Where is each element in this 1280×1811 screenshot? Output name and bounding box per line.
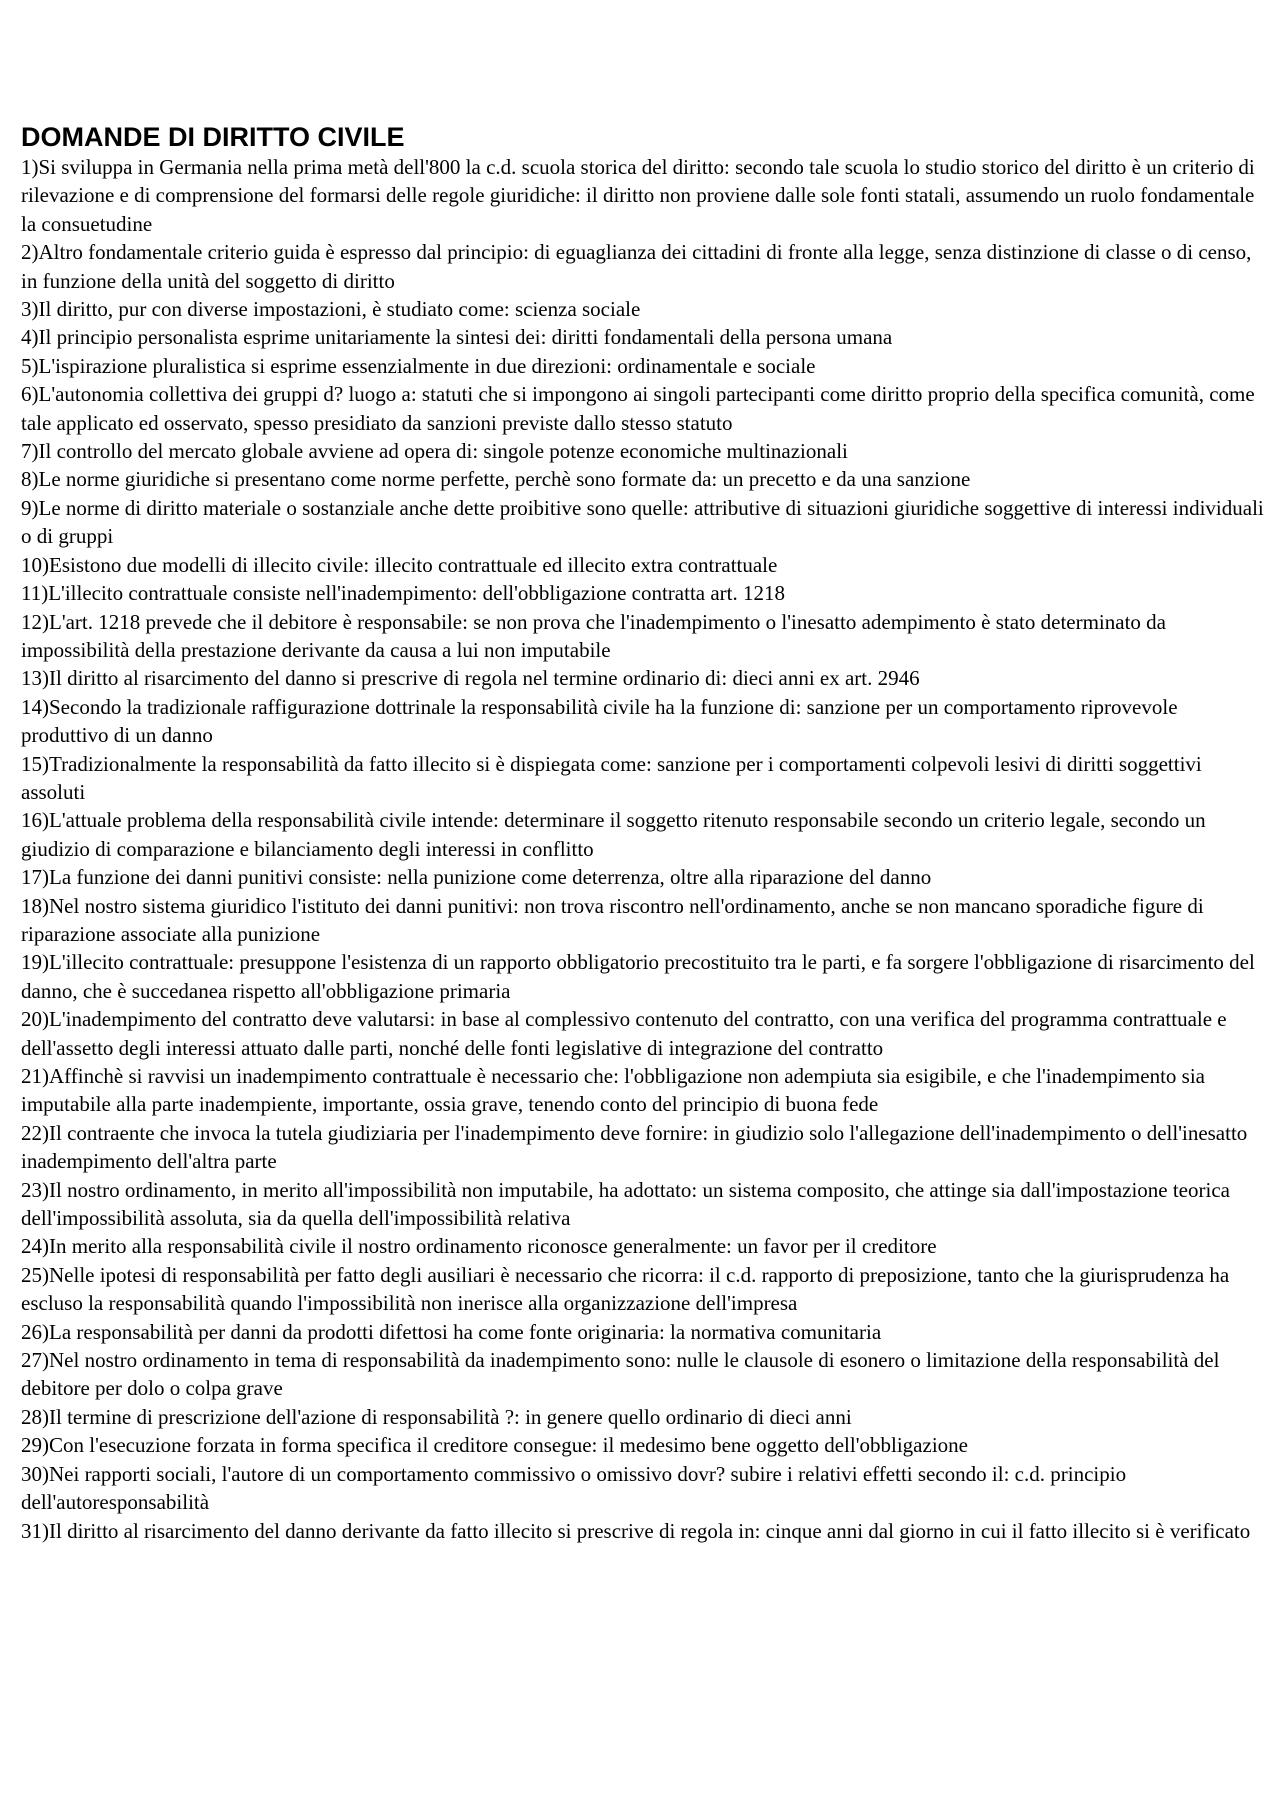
question-item-14: 14)Secondo la tradizionale raffigurazione dottrinale la responsabilità civile ha la funzione di: sanzione per un comportamento riprovevole produttivo di un danno [21,694,1178,748]
question-item-19: 19)L'illecito contrattuale: presuppone l'esistenza di un rapporto obbligatorio precostituito tra le parti, e fa sorgere l'obbligazione di risarcimento del danno, che è succedanea rispetto all'obbligazione primaria [21,950,1255,1003]
question-item-3: 3)Il diritto, pur con diverse impostazioni, è studiato come: scienza sociale [21,297,641,322]
question-item-26: 26)La responsabilità per danni da prodotti difettosi ha come fonte originaria: la normativa comunitaria [21,1319,882,1344]
question-item-5: 5)L'ispirazione pluralistica si esprime essenzialmente in due direzioni: ordinamentale e sociale [21,353,816,378]
question-list [21,153,1266,1545]
question-item-11: 11)L'illecito contrattuale consiste nell'inadempimento: dell'obbligazione contratta art. 1218 [21,581,785,606]
question-item-13: 13)Il diritto al risarcimento del danno si prescrive di regola nel termine ordinario di: dieci anni ex art. 2946 [21,666,920,691]
question-item-21: 21)Affinchè si ravvisi un inadempimento contrattuale è necessario che: l'obbligazione non adempiuta sia esigibile, e che l'inadempimento sia imputabile alla parte inadempiente, importante, ossia grave, tenendo conto del principio di buona fede [21,1064,1205,1117]
question-item-2: 2)Altro fondamentale criterio guida è espresso dal principio: di eguaglianza dei cittadini di fronte alla legge, senza distinzione di classe o di censo, in funzione della unità del soggetto di diritto [21,240,1252,293]
question-item-28: 28)Il termine di prescrizione dell'azione di responsabilità ?: in genere quello ordinario di dieci anni [21,1404,852,1429]
question-item-23: 23)Il nostro ordinamento, in merito all'impossibilità non imputabile, ha adottato: un sistema composito, che attinge sia dall'impostazione teorica dell'impossibilità assoluta, sia da quella dell'impossibilità relativa [21,1177,1230,1231]
question-item-15: 15)Tradizionalmente la responsabilità da fatto illecito si è dispiegata come: sanzione per i comportamenti colpevoli lesivi di diritti soggettivi assoluti [21,751,1202,804]
question-item-9: 9)Le norme di diritto materiale o sostanziale anche dette proibitive sono quelle: attributive di situazioni giuridiche soggettive di interessi individuali o di gruppi [21,495,1264,549]
document-title: DOMANDE DI DIRITTO CIVILE [21,122,405,152]
question-item-20: 20)L'inadempimento del contratto deve valutarsi: in base al complessivo contenuto del contratto, con una verifica del programma contrattuale e dell'assetto degli interessi attuato dalle parti, nonché delle fonti legislative di integrazione del contratto [21,1007,1227,1060]
question-item-27: 27)Nel nostro ordinamento in tema di responsabilità da inadempimento sono: nulle le clausole di esonero o limitazione della responsabilità del debitore per dolo o colpa grave [21,1348,1220,1401]
question-item-16: 16)L'attuale problema della responsabilità civile intende: determinare il soggetto ritenuto responsabile secondo un criterio legale, secondo un giudizio di comparazione e bilanciamento degli interessi in conflitto [21,808,1206,861]
question-item-24: 24)In merito alla responsabilità civile il nostro ordinamento riconosce generalmente: un favor per il creditore [21,1234,937,1259]
question-item-22: 22)Il contraente che invoca la tutela giudiziaria per l'inadempimento deve fornire: in giudizio solo l'allegazione dell'inadempimento o dell'inesatto inadempimento dell'altra parte [21,1120,1248,1174]
question-item-29: 29)Con l'esecuzione forzata in forma specifica il creditore consegue: il medesimo bene oggetto dell'obbligazione [21,1433,968,1458]
question-item-7: 7)Il controllo del mercato globale avviene ad opera di: singole potenze economiche multinazionali [21,439,848,464]
document-page [21,120,1266,1545]
question-item-31: 31)Il diritto al risarcimento del danno derivante da fatto illecito si prescrive di regola in: cinque anni dal giorno in cui il fatto illecito si è verificato [21,1518,1251,1543]
question-item-12: 12)L'art. 1218 prevede che il debitore è responsabile: se non prova che l'inadempimento o l'inesatto adempimento è stato determinato da impossibilità della prestazione derivante da causa a lui non imputabile [21,609,1166,662]
question-item-18: 18)Nel nostro sistema giuridico l'istituto dei danni punitivi: non trova riscontro nell'ordinamento, anche se non mancano sporadiche figure di riparazione associate alla punizione [21,893,1204,946]
question-item-1: 1)Si sviluppa in Germania nella prima metà dell'800 la c.d. scuola storica del diritto: secondo tale scuola lo studio storico del diritto è un criterio di rilevazione e di comprensione del formarsi delle regole giuridiche: il diritto non proviene dalle sole fonti statali, assumendo un ruolo fondamentale la consuetudine [21,155,1255,236]
question-item-17: 17)La funzione dei danni punitivi consiste: nella punizione come deterrenza, oltre alla riparazione del danno [21,865,932,890]
question-item-10: 10)Esistono due modelli di illecito civile: illecito contrattuale ed illecito extra contrattuale [21,552,778,577]
question-item-25: 25)Nelle ipotesi di responsabilità per fatto degli ausiliari è necessario che ricorra: il c.d. rapporto di preposizione, tanto che la giurisprudenza ha escluso la responsabilità quando l'impossibilità non inerisce alla organizzazione dell'impresa [21,1262,1230,1316]
question-item-8: 8)Le norme giuridiche si presentano come norme perfette, perchè sono formate da: un precetto e da una sanzione [21,467,971,492]
question-item-4: 4)Il principio personalista esprime unitariamente la sintesi dei: diritti fondamentali della persona umana [21,325,893,350]
question-item-30: 30)Nei rapporti sociali, l'autore di un comportamento commissivo o omissivo dovr? subire i relativi effetti secondo il: c.d. principio dell'autoresponsabilità [21,1461,1127,1515]
question-item-6: 6)L'autonomia collettiva dei gruppi d? luogo a: statuti che si impongono ai singoli partecipanti come diritto proprio della specifica comunità, come tale applicato ed osservato, spesso presidiato da sanzioni previste dallo stesso statuto [21,382,1255,435]
